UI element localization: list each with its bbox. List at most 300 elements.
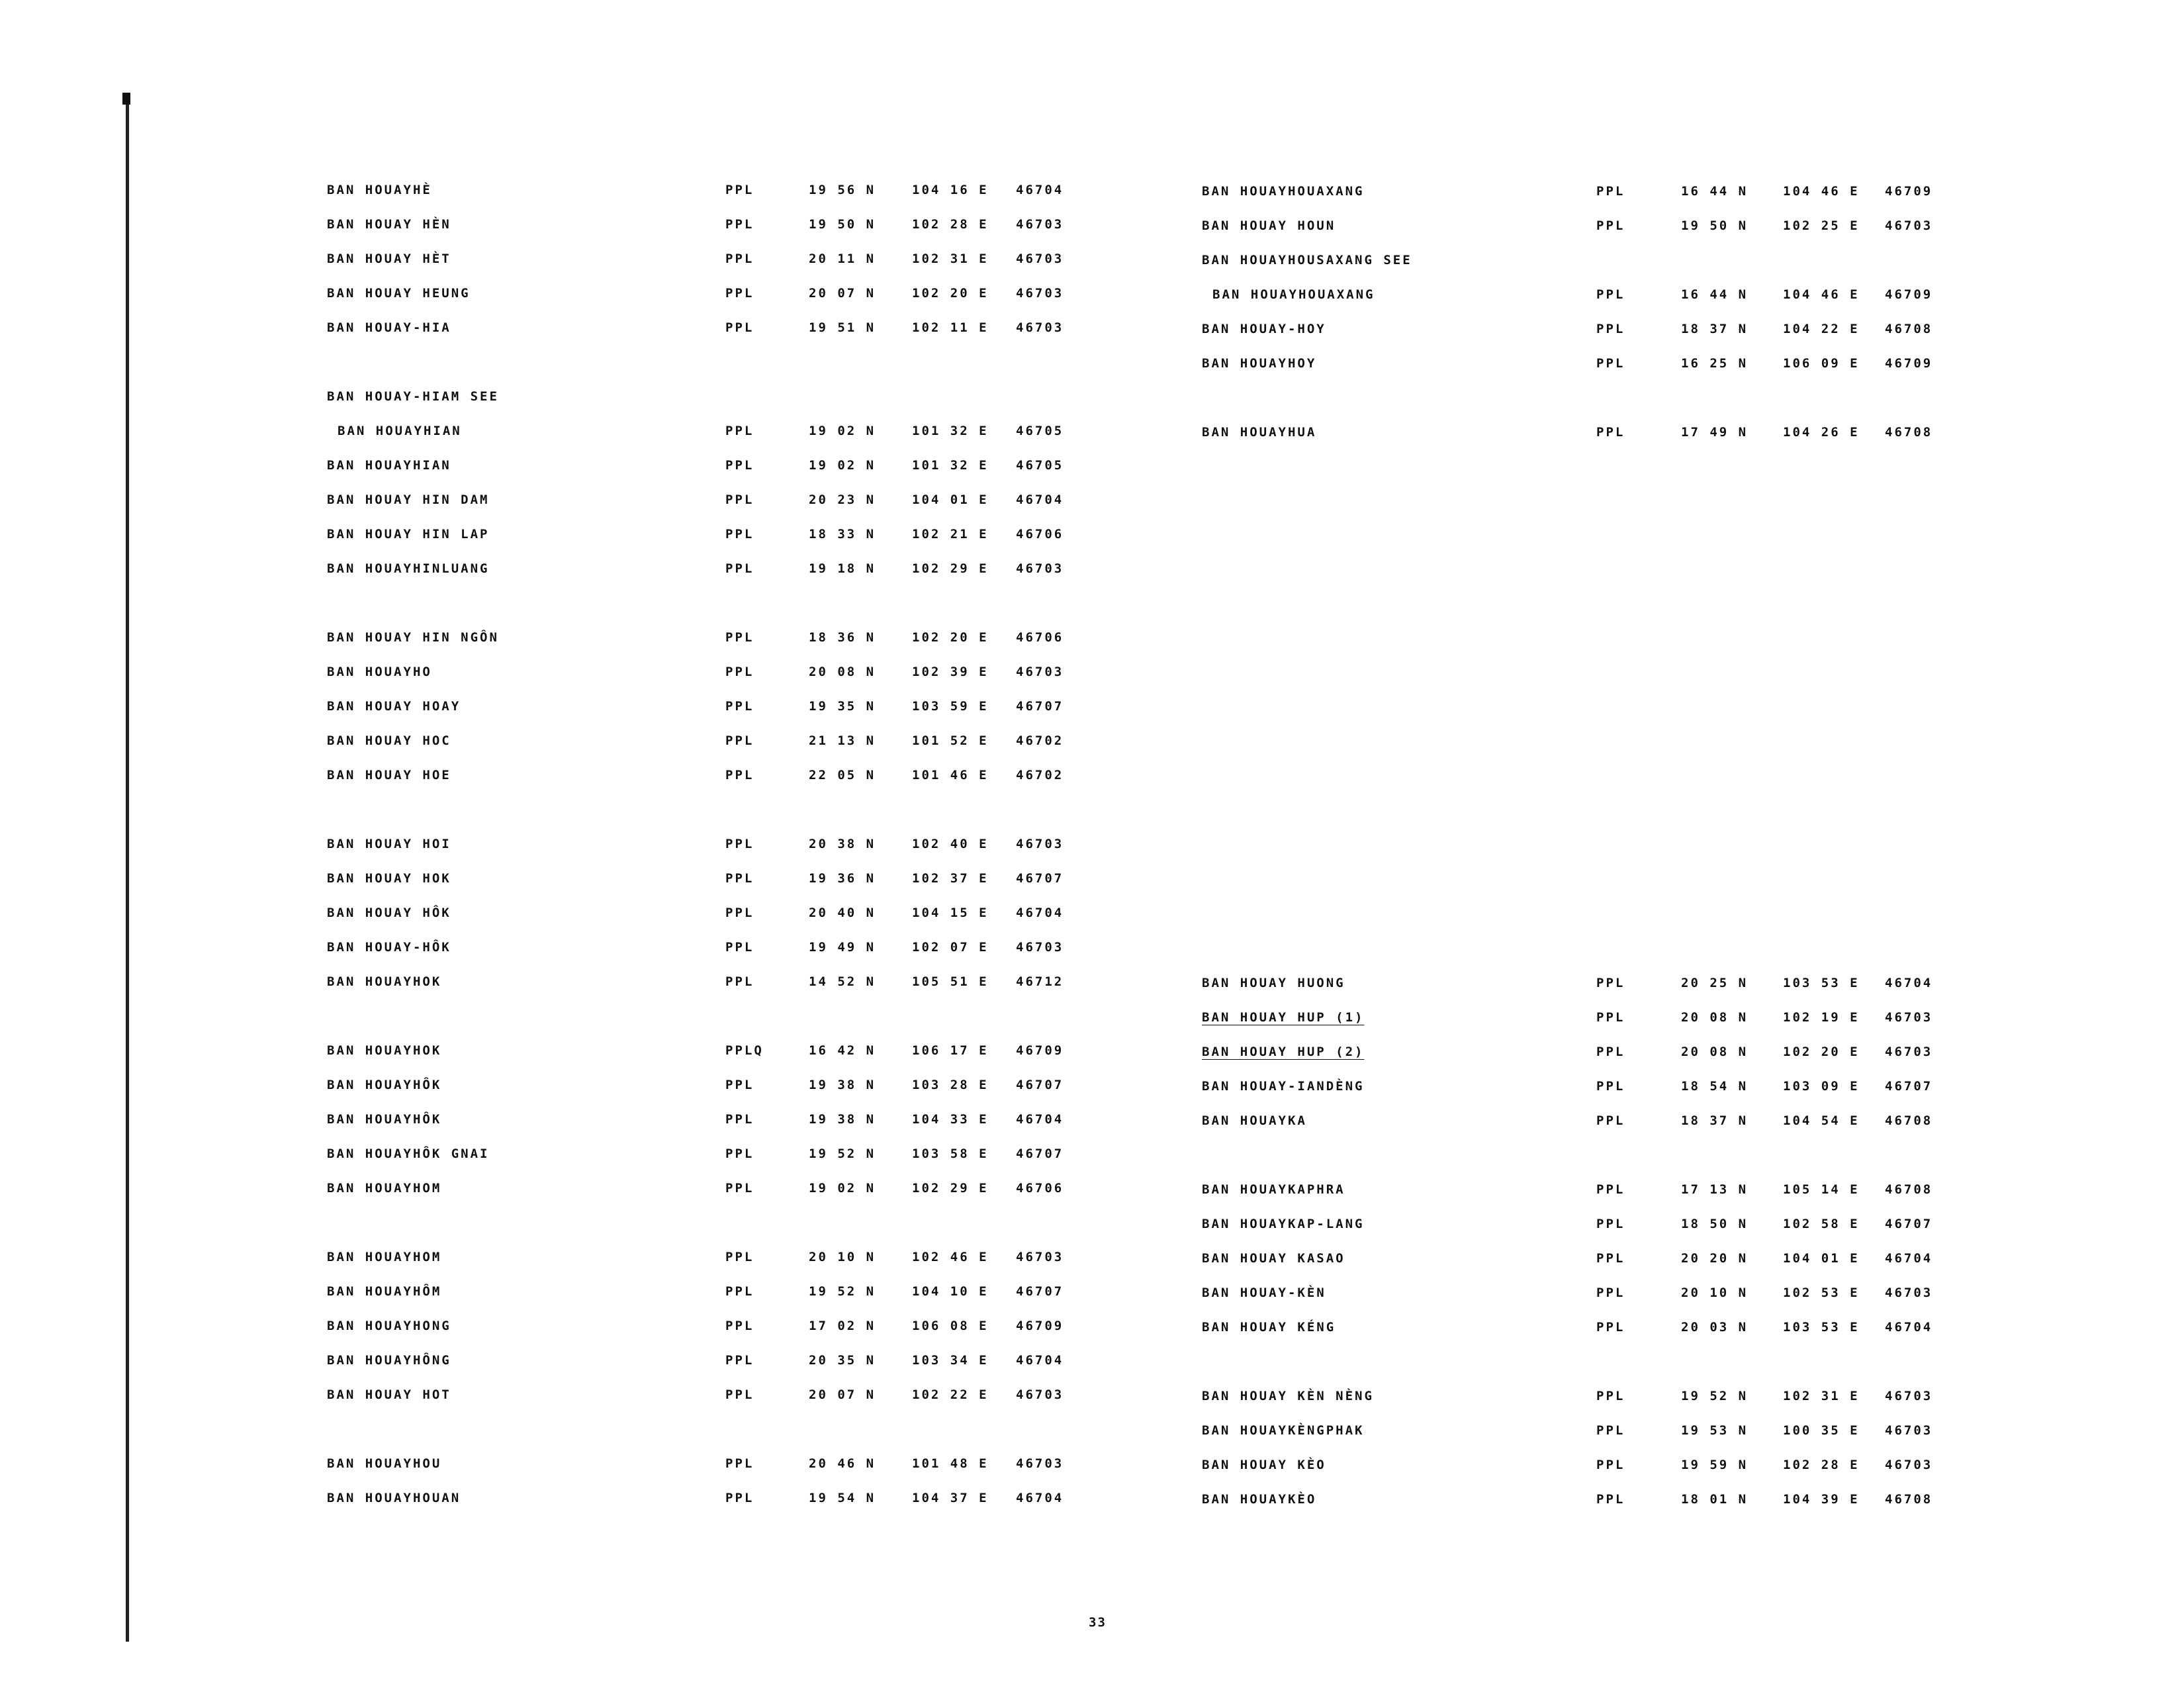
entry-name: BAN HOUAY HOUN (1202, 218, 1336, 233)
entry-name: BAN HOUAYHÔK (327, 1078, 442, 1092)
entry-type: PPL (1596, 1423, 1625, 1438)
entry-name: BAN HOUAYHOU (327, 1456, 442, 1471)
entry-name: BAN HOUAYHÈ (327, 183, 432, 197)
entry-code: 46707 (1016, 1284, 1064, 1299)
entry-name: BAN HOUAYKÈO (1202, 1492, 1317, 1507)
entry-lon: 104 46 E (1783, 184, 1860, 199)
entry-lon: 102 31 E (1783, 1389, 1860, 1403)
entry-lat: 20 40 N (809, 906, 876, 920)
entry-code: 46707 (1016, 871, 1064, 886)
entry-name: BAN HOUAY KASAO (1202, 1251, 1345, 1266)
gazetteer-row (0, 1389, 2184, 1415)
entry-type: PPL (725, 561, 754, 576)
entry-name: BAN HOUAY HIN LAP (327, 527, 490, 541)
entry-lon: 104 16 E (912, 183, 989, 197)
entry-lat: 17 49 N (1681, 425, 1749, 440)
entry-name: BAN HOUAY HOAY (327, 699, 461, 714)
gazetteer-row (0, 1423, 2184, 1450)
entry-name: BAN HOUAY-IANDÈNG (1202, 1079, 1365, 1094)
entry-type: PPL (725, 252, 754, 266)
entry-code: 46704 (1885, 1320, 1933, 1335)
entry-type: PPL (1596, 356, 1625, 371)
entry-code: 46707 (1016, 699, 1064, 714)
entry-type: PPL (725, 1250, 754, 1264)
entry-type: PPL (725, 768, 754, 782)
entry-lon: 101 32 E (912, 458, 989, 473)
entry-lat: 16 44 N (1681, 184, 1749, 199)
entry-type: PPL (725, 1078, 754, 1092)
entry-code: 46704 (1016, 1491, 1064, 1505)
entry-code: 46707 (1885, 1217, 1933, 1231)
entry-lat: 20 25 N (1681, 976, 1749, 990)
entry-lat: 18 01 N (1681, 1492, 1749, 1507)
entry-lon: 102 29 E (912, 561, 989, 576)
entry-name: BAN HOUAYHOUSAXANG SEE (1202, 253, 1412, 267)
entry-code: 46703 (1016, 665, 1064, 679)
entry-type: PPL (725, 1491, 754, 1505)
entry-code: 46708 (1885, 1113, 1933, 1128)
entry-code: 46707 (1016, 1147, 1064, 1161)
gazetteer-row (0, 492, 2184, 519)
entry-lat: 16 25 N (1681, 356, 1749, 371)
gazetteer-row (0, 458, 2184, 485)
gazetteer-row (0, 1217, 2184, 1243)
entry-lat: 20 38 N (809, 837, 876, 851)
entry-lat: 20 07 N (809, 1387, 876, 1402)
entry-type: PPL (725, 699, 754, 714)
entry-code: 46703 (1016, 320, 1064, 335)
entry-lon: 102 28 E (1783, 1458, 1860, 1472)
gazetteer-row (0, 1045, 2184, 1071)
entry-name: BAN HOUAYHOM (327, 1181, 442, 1196)
entry-type: PPL (725, 1353, 754, 1368)
gazetteer-row (0, 1079, 2184, 1105)
entry-lon: 104 01 E (1783, 1251, 1860, 1266)
entry-lon: 104 39 E (1783, 1492, 1860, 1507)
entry-name: BAN HOUAYHOK (327, 974, 442, 989)
entry-code: 46708 (1885, 425, 1933, 440)
entry-lat: 19 49 N (809, 940, 876, 955)
entry-lon: 103 53 E (1783, 976, 1860, 990)
entry-type: PPL (725, 974, 754, 989)
entry-type: PPL (1596, 322, 1625, 336)
gazetteer-row (0, 699, 2184, 726)
entry-lon: 102 31 E (912, 252, 989, 266)
entry-code: 46702 (1016, 733, 1064, 748)
entry-name: BAN HOUAYHOY (1202, 356, 1317, 371)
entry-lat: 18 37 N (1681, 322, 1749, 336)
entry-type: PPL (725, 837, 754, 851)
entry-code: 46709 (1885, 287, 1933, 302)
entry-type: PPL (725, 183, 754, 197)
entry-code: 46703 (1016, 252, 1064, 266)
entry-lat: 20 20 N (1681, 1251, 1749, 1266)
gazetteer-row (0, 527, 2184, 553)
entry-name: BAN HOUAY HOI (327, 837, 451, 851)
entry-code: 46712 (1016, 974, 1064, 989)
entry-name: BAN HOUAYHOUAN (327, 1491, 461, 1505)
entry-code: 46703 (1885, 1045, 1933, 1059)
entry-lat: 21 13 N (809, 733, 876, 748)
entry-type: PPL (1596, 1320, 1625, 1335)
entry-lat: 16 42 N (809, 1043, 876, 1058)
entry-lat: 18 36 N (809, 630, 876, 645)
entry-lat: 18 50 N (1681, 1217, 1749, 1231)
entry-lon: 103 09 E (1783, 1079, 1860, 1094)
gazetteer-row (0, 733, 2184, 760)
entry-lon: 101 52 E (912, 733, 989, 748)
entry-code: 46705 (1016, 424, 1064, 438)
entry-lon: 103 58 E (912, 1147, 989, 1161)
entry-name: BAN HOUAYKAP-LANG (1202, 1217, 1365, 1231)
entry-lon: 104 46 E (1783, 287, 1860, 302)
entry-lat: 19 38 N (809, 1078, 876, 1092)
entry-lon: 101 32 E (912, 424, 989, 438)
gazetteer-row (0, 1251, 2184, 1278)
entry-name: BAN HOUAY HUONG (1202, 976, 1345, 990)
entry-lon: 102 20 E (912, 286, 989, 301)
entry-lat: 19 38 N (809, 1112, 876, 1127)
entry-lat: 19 59 N (1681, 1458, 1749, 1472)
entry-lat: 20 23 N (809, 492, 876, 507)
entry-lon: 106 08 E (912, 1319, 989, 1333)
entry-code: 46709 (1885, 356, 1933, 371)
entry-code: 46709 (1885, 184, 1933, 199)
entry-lon: 102 22 E (912, 1387, 989, 1402)
scan-edge-mark (122, 93, 130, 105)
entry-name: BAN HOUAY HÈT (327, 252, 451, 266)
entry-lon: 102 29 E (912, 1181, 989, 1196)
entry-lat: 18 33 N (809, 527, 876, 541)
entry-code: 46703 (1016, 1456, 1064, 1471)
entry-type: PPL (1596, 1010, 1625, 1025)
entry-lat: 19 50 N (809, 217, 876, 232)
entry-code: 46703 (1016, 217, 1064, 232)
entry-type: PPL (1596, 184, 1625, 199)
entry-type: PPL (1596, 1113, 1625, 1128)
entry-lon: 102 40 E (912, 837, 989, 851)
entry-type: PPL (1596, 1217, 1625, 1231)
entry-lat: 19 53 N (1681, 1423, 1749, 1438)
entry-code: 46705 (1016, 458, 1064, 473)
gazetteer-row (0, 906, 2184, 932)
entry-code: 46704 (1885, 1251, 1933, 1266)
entry-lon: 104 10 E (912, 1284, 989, 1299)
entry-lat: 14 52 N (809, 974, 876, 989)
gazetteer-row (0, 871, 2184, 898)
entry-lat: 22 05 N (809, 768, 876, 782)
entry-lon: 104 22 E (1783, 322, 1860, 336)
entry-type: PPL (1596, 976, 1625, 990)
entry-name: BAN HOUAY-HIAM SEE (327, 389, 499, 404)
entry-lon: 102 11 E (912, 320, 989, 335)
entry-type: PPL (1596, 1492, 1625, 1507)
entry-lat: 19 02 N (809, 424, 876, 438)
entry-lon: 105 14 E (1783, 1182, 1860, 1197)
gazetteer-row (0, 389, 2184, 416)
entry-lon: 102 07 E (912, 940, 989, 955)
gazetteer-row (0, 356, 2184, 383)
entry-lat: 20 07 N (809, 286, 876, 301)
gazetteer-row (0, 1182, 2184, 1209)
gazetteer-row (0, 976, 2184, 1002)
gazetteer-row (0, 287, 2184, 314)
entry-code: 46707 (1016, 1078, 1064, 1092)
entry-code: 46703 (1885, 1010, 1933, 1025)
entry-lon: 104 33 E (912, 1112, 989, 1127)
entry-lon: 102 20 E (912, 630, 989, 645)
entry-lat: 19 02 N (809, 1181, 876, 1196)
entry-lat: 20 10 N (809, 1250, 876, 1264)
gazetteer-row (0, 1113, 2184, 1140)
entry-lat: 19 52 N (809, 1147, 876, 1161)
entry-type: PPL (1596, 287, 1625, 302)
entry-type: PPL (1596, 1389, 1625, 1403)
entry-type: PPL (725, 906, 754, 920)
entry-lon: 102 25 E (1783, 218, 1860, 233)
entry-name: BAN HOUAYHOUAXANG (1202, 184, 1365, 199)
gazetteer-row (0, 1010, 2184, 1037)
entry-lat: 20 35 N (809, 1353, 876, 1368)
entry-code: 46702 (1016, 768, 1064, 782)
gazetteer-row (0, 561, 2184, 588)
entry-code: 46704 (1016, 1353, 1064, 1368)
entry-code: 46703 (1885, 1286, 1933, 1300)
entry-name: BAN HOUAYKA (1202, 1113, 1307, 1128)
gazetteer-row (0, 1458, 2184, 1484)
entry-code: 46704 (1016, 183, 1064, 197)
entry-name: BAN HOUAY HÈN (327, 217, 451, 232)
entry-lon: 102 37 E (912, 871, 989, 886)
entry-name: BAN HOUAY KÉNG (1202, 1320, 1336, 1335)
entry-name: BAN HOUAY HOC (327, 733, 451, 748)
entry-lat: 20 08 N (1681, 1010, 1749, 1025)
entry-lon: 101 48 E (912, 1456, 989, 1471)
entry-lon: 100 35 E (1783, 1423, 1860, 1438)
gazetteer-row (0, 322, 2184, 348)
entry-name: BAN HOUAYHOM (327, 1250, 442, 1264)
gazetteer-row (0, 1286, 2184, 1312)
entry-name: BAN HOUAYHÔNG (327, 1353, 451, 1368)
entry-code: 46703 (1885, 1389, 1933, 1403)
entry-name: BAN HOUAYHÔK GNAI (327, 1147, 490, 1161)
entry-code: 46703 (1016, 561, 1064, 576)
entry-code: 46708 (1885, 1492, 1933, 1507)
entry-name: BAN HOUAY HEUNG (327, 286, 471, 301)
entry-code: 46703 (1016, 1250, 1064, 1264)
entry-lon: 101 46 E (912, 768, 989, 782)
entry-code: 46704 (1016, 1112, 1064, 1127)
entry-lat: 17 13 N (1681, 1182, 1749, 1197)
entry-type: PPL (725, 424, 754, 438)
entry-type: PPL (725, 320, 754, 335)
entry-name: BAN HOUAY-HOY (1202, 322, 1326, 336)
entry-lat: 20 08 N (1681, 1045, 1749, 1059)
entry-lat: 19 35 N (809, 699, 876, 714)
entry-lon: 104 54 E (1783, 1113, 1860, 1128)
entry-name: BAN HOUAYHOUAXANG (1212, 287, 1375, 302)
entry-name: BAN HOUAYKAPHRA (1202, 1182, 1345, 1197)
entry-lon: 104 26 E (1783, 425, 1860, 440)
entry-lon: 102 53 E (1783, 1286, 1860, 1300)
entry-lat: 20 10 N (1681, 1286, 1749, 1300)
entry-lat: 20 46 N (809, 1456, 876, 1471)
gazetteer-row (0, 1492, 2184, 1519)
entry-name: BAN HOUAYHIAN (327, 458, 451, 473)
entry-type: PPL (1596, 1286, 1625, 1300)
entry-lat: 19 52 N (809, 1284, 876, 1299)
entry-type: PPL (1596, 1458, 1625, 1472)
entry-code: 46706 (1016, 1181, 1064, 1196)
entry-code: 46703 (1016, 940, 1064, 955)
entry-name: BAN HOUAY HOK (327, 871, 451, 886)
entry-code: 46704 (1016, 492, 1064, 507)
entry-type: PPL (1596, 1045, 1625, 1059)
entry-lon: 103 34 E (912, 1353, 989, 1368)
gazetteer-row (0, 665, 2184, 691)
entry-lat: 16 44 N (1681, 287, 1749, 302)
entry-type: PPL (725, 871, 754, 886)
entry-code: 46706 (1016, 630, 1064, 645)
entry-lat: 18 54 N (1681, 1079, 1749, 1094)
entry-lat: 20 08 N (809, 665, 876, 679)
entry-code: 46703 (1885, 1458, 1933, 1472)
entry-lon: 104 01 E (912, 492, 989, 507)
entry-type: PPL (1596, 218, 1625, 233)
entry-name: BAN HOUAYHO (327, 665, 432, 679)
gazetteer-row (0, 837, 2184, 863)
entry-lon: 103 28 E (912, 1078, 989, 1092)
gazetteer-row (0, 425, 2184, 451)
entry-lon: 103 59 E (912, 699, 989, 714)
entry-code: 46708 (1885, 1182, 1933, 1197)
entry-name: BAN HOUAY HUP (1) (1202, 1010, 1365, 1025)
entry-lon: 102 58 E (1783, 1217, 1860, 1231)
entry-name: BAN HOUAYHINLUANG (327, 561, 490, 576)
gazetteer-row (0, 218, 2184, 245)
entry-type: PPL (725, 458, 754, 473)
entry-type: PPL (725, 1284, 754, 1299)
entry-lat: 19 52 N (1681, 1389, 1749, 1403)
entry-name: BAN HOUAYHOK (327, 1043, 442, 1058)
entry-type: PPL (725, 1456, 754, 1471)
entry-code: 46704 (1016, 906, 1064, 920)
entry-name: BAN HOUAY HIN NGÔN (327, 630, 499, 645)
entry-code: 46704 (1885, 976, 1933, 990)
entry-name: BAN HOUAY HOE (327, 768, 451, 782)
entry-type: PPL (725, 940, 754, 955)
entry-name: BAN HOUAYHONG (327, 1319, 451, 1333)
entry-lat: 20 03 N (1681, 1320, 1749, 1335)
gazetteer-row (0, 630, 2184, 657)
entry-type: PPL (725, 630, 754, 645)
entry-code: 46703 (1016, 837, 1064, 851)
entry-lat: 19 54 N (809, 1491, 876, 1505)
entry-type: PPL (725, 492, 754, 507)
entry-lat: 19 50 N (1681, 218, 1749, 233)
entry-code: 46708 (1885, 322, 1933, 336)
entry-code: 46703 (1885, 1423, 1933, 1438)
gazetteer-row (0, 768, 2184, 794)
gazetteer-row (0, 1320, 2184, 1346)
entry-lat: 18 37 N (1681, 1113, 1749, 1128)
page-number: 33 (1089, 1615, 1107, 1630)
entry-name: BAN HOUAY KÈO (1202, 1458, 1326, 1472)
entry-name: BAN HOUAY-HÔK (327, 940, 451, 955)
entry-name: BAN HOUAYHIAN (338, 424, 462, 438)
entry-lon: 106 17 E (912, 1043, 989, 1058)
entry-type: PPL (725, 1147, 754, 1161)
entry-lat: 19 18 N (809, 561, 876, 576)
entry-type: PPL (725, 1319, 754, 1333)
entry-name: BAN HOUAY HÔK (327, 906, 451, 920)
entry-lon: 102 39 E (912, 665, 989, 679)
entry-lon: 102 28 E (912, 217, 989, 232)
entry-name: BAN HOUAYHÔM (327, 1284, 442, 1299)
entry-name: BAN HOUAY-KÈN (1202, 1286, 1326, 1300)
gazetteer-row (0, 940, 2184, 966)
entry-type: PPL (725, 1387, 754, 1402)
gazetteer-row (0, 253, 2184, 279)
entry-name: BAN HOUAYHÔK (327, 1112, 442, 1127)
entry-lon: 104 15 E (912, 906, 989, 920)
entry-name: BAN HOUAY HIN DAM (327, 492, 490, 507)
entry-lon: 102 19 E (1783, 1010, 1860, 1025)
entry-lat: 19 36 N (809, 871, 876, 886)
entry-type: PPL (725, 217, 754, 232)
gazetteer-row (0, 1147, 2184, 1173)
entry-code: 46709 (1016, 1043, 1064, 1058)
entry-type: PPLQ (725, 1043, 764, 1058)
entry-type: PPL (1596, 425, 1625, 440)
entry-lat: 20 11 N (809, 252, 876, 266)
entry-lon: 105 51 E (912, 974, 989, 989)
entry-lat: 19 51 N (809, 320, 876, 335)
entry-type: PPL (1596, 1251, 1625, 1266)
entry-type: PPL (725, 527, 754, 541)
entry-code: 46703 (1016, 286, 1064, 301)
entry-code: 46707 (1885, 1079, 1933, 1094)
entry-name: BAN HOUAY KÈN NÈNG (1202, 1389, 1374, 1403)
entry-type: PPL (725, 733, 754, 748)
entry-name: BAN HOUAY HOT (327, 1387, 451, 1402)
entry-name: BAN HOUAY-HIA (327, 320, 451, 335)
entry-type: PPL (725, 1112, 754, 1127)
entry-type: PPL (1596, 1182, 1625, 1197)
entry-type: PPL (725, 665, 754, 679)
entry-type: PPL (725, 1181, 754, 1196)
entry-lon: 102 46 E (912, 1250, 989, 1264)
gazetteer-row (0, 184, 2184, 211)
entry-name: BAN HOUAY HUP (2) (1202, 1045, 1365, 1059)
entry-lat: 17 02 N (809, 1319, 876, 1333)
gazetteer-row (0, 1353, 2184, 1380)
entry-code: 46703 (1885, 218, 1933, 233)
entry-name: BAN HOUAYKÈNGPHAK (1202, 1423, 1365, 1438)
entry-lon: 102 21 E (912, 527, 989, 541)
entry-type: PPL (725, 286, 754, 301)
entry-lat: 19 56 N (809, 183, 876, 197)
entry-code: 46706 (1016, 527, 1064, 541)
entry-type: PPL (1596, 1079, 1625, 1094)
entry-lon: 103 53 E (1783, 1320, 1860, 1335)
entry-code: 46703 (1016, 1387, 1064, 1402)
entry-lon: 106 09 E (1783, 356, 1860, 371)
entry-name: BAN HOUAYHUA (1202, 425, 1317, 440)
entry-code: 46709 (1016, 1319, 1064, 1333)
entry-lon: 104 37 E (912, 1491, 989, 1505)
entry-lat: 19 02 N (809, 458, 876, 473)
